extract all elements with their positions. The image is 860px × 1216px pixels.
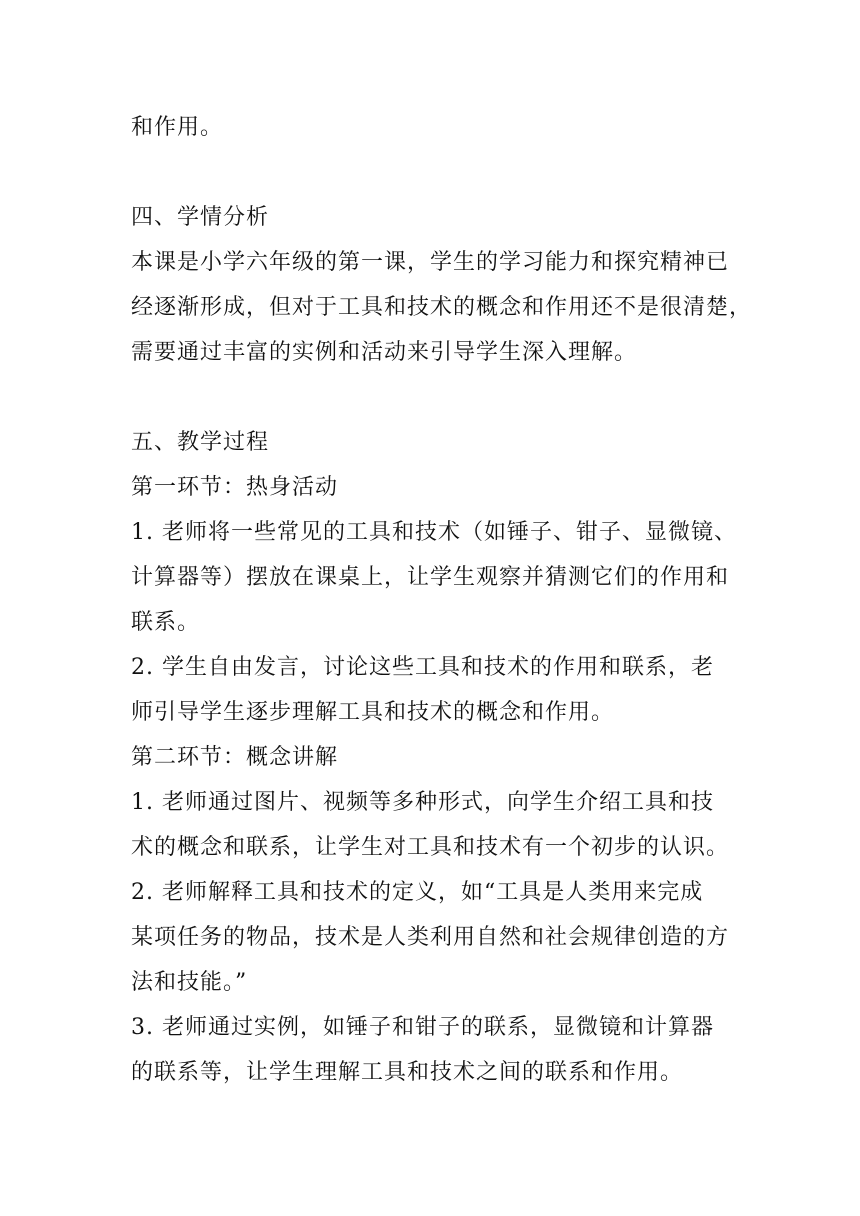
- subsection-heading-concept: 第二环节：概念讲解: [131, 745, 339, 770]
- text-line: 术的概念和联系，让学生对工具和技术有一个初步的认识。: [131, 835, 730, 860]
- text-line: 3. 老师通过实例，如锤子和钳子的联系，显微镜和计算器: [131, 1015, 714, 1040]
- text-line: 和作用。: [131, 115, 224, 140]
- blank-line: [131, 150, 741, 195]
- subsection-heading-warmup: 第一环节：热身活动: [131, 475, 339, 500]
- text-line: 法和技能。”: [131, 970, 248, 995]
- text-line: 联系。: [131, 610, 201, 635]
- text-line: 的联系等，让学生理解工具和技术之间的联系和作用。: [131, 1060, 684, 1085]
- text-line: 计算器等）摆放在课桌上，让学生观察并猜测它们的作用和: [131, 565, 730, 590]
- section-heading-teaching-process: 五、教学过程: [131, 430, 270, 455]
- text-line: 本课是小学六年级的第一课，学生的学习能力和探究精神已: [131, 250, 730, 275]
- text-line: 经逐渐形成，但对于工具和技术的概念和作用还不是很清楚，: [131, 295, 753, 320]
- blank-line: [131, 375, 741, 420]
- text-line: 1. 老师通过图片、视频等多种形式，向学生介绍工具和技: [131, 790, 714, 815]
- section-heading-learning-analysis: 四、学情分析: [131, 205, 270, 230]
- text-line: 1. 老师将一些常见的工具和技术（如锤子、钳子、显微镜、: [131, 520, 737, 545]
- text-line: 师引导学生逐步理解工具和技术的概念和作用。: [131, 700, 615, 725]
- text-line: 某项任务的物品，技术是人类利用自然和社会规律创造的方: [131, 925, 730, 950]
- text-line: 2. 学生自由发言，讨论这些工具和技术的作用和联系，老: [131, 655, 714, 680]
- document-body: [131, 105, 753, 1095]
- text-line: 2. 老师解释工具和技术的定义，如“工具是人类用来完成: [131, 880, 704, 905]
- text-line: 需要通过丰富的实例和活动来引导学生深入理解。: [131, 340, 638, 365]
